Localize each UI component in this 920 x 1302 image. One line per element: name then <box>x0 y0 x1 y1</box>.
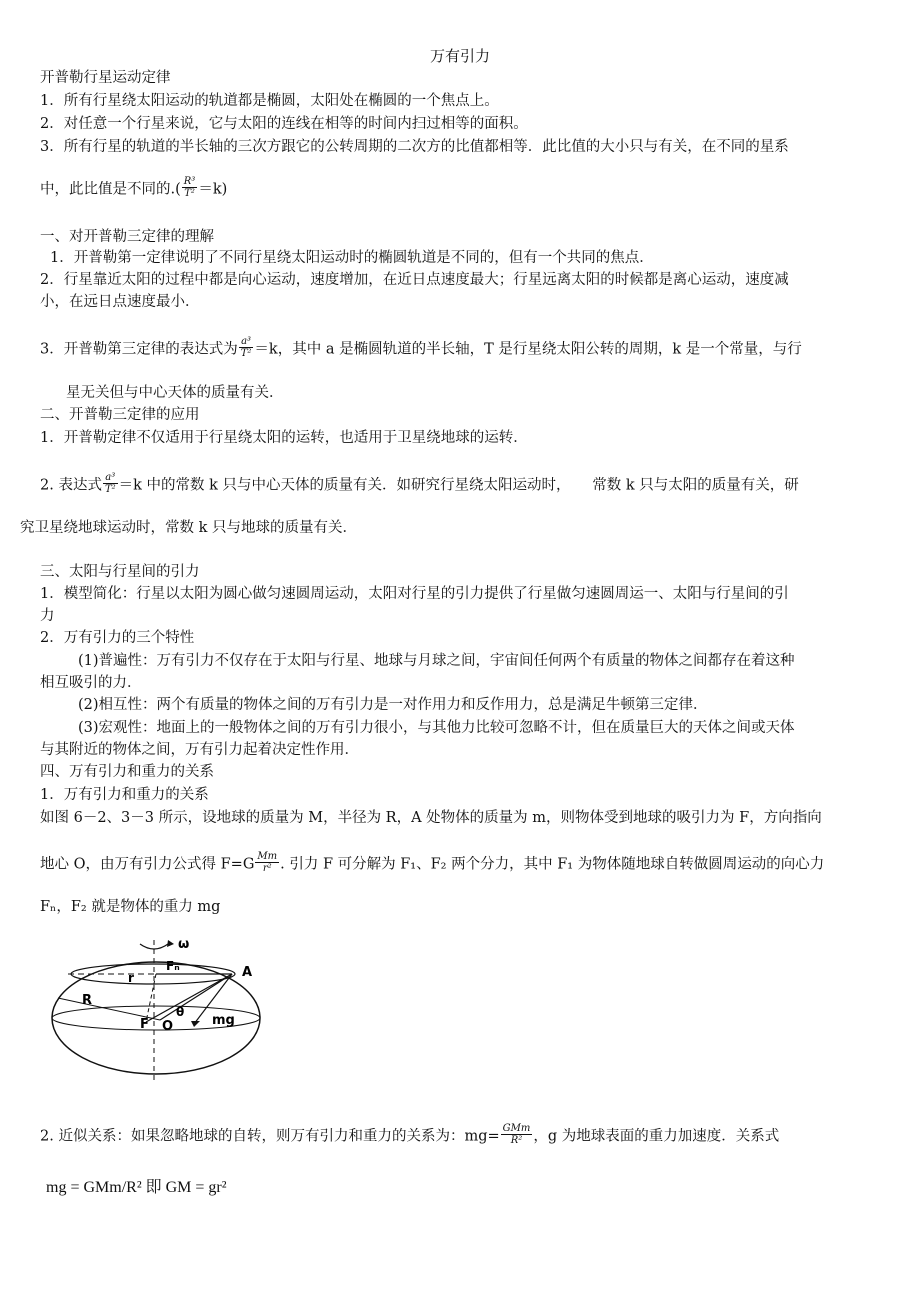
section-1-heading: 一、对开普勒三定律的理解 <box>40 229 214 245</box>
trait-universality: (1)普遍性：万有引力不仅存在于太阳与行星、地球与月球之间，宇宙间任何两个有质量的物体之间都存在着这种 <box>78 653 795 669</box>
section-3-p1: 1．模型简化：行星以太阳为圆心做匀速圆周运动，太阳对行星的引力提供了行星做匀速圆周运一、太阳与行星间的引 <box>40 586 789 602</box>
label-mg: mg <box>212 1013 235 1028</box>
trait-mutuality: (2)相互性：两个有质量的物体之间的万有引力是一对作用力和反作用力，总是满足牛顿第三定律． <box>78 697 708 713</box>
label-F: F <box>140 1017 149 1032</box>
relation-formula: mg = GMm/R² 即 GM = gr² <box>46 1179 227 1196</box>
kepler-ratio-eq: ＝k) <box>198 181 228 198</box>
kepler-law-2: 2．对任意一个行星来说，它与太阳的连线在相等的时间内扫过相等的面积。 <box>40 116 528 132</box>
section-1-p2-cont: 小，在远日点速度最小． <box>40 294 200 310</box>
page-title: 万有引力 <box>429 47 490 65</box>
section-3-p1-cont: 力 <box>40 608 55 624</box>
kepler-ratio-fraction: $\frac{\text{R³}}{\text{T²}}$ <box>183 176 196 199</box>
section-1-p2: 2．行星靠近太阳的过程中都是向心运动，速度增加，在近日点速度最大；行星远离太阳的时候都是离心运动，速度减 <box>40 272 789 288</box>
earth-force-diagram <box>48 928 270 1088</box>
gravity-fraction: $\frac{\text{GMm}}{\text{R²}}$ <box>502 1123 531 1146</box>
section-1-p3: 3．开普勒第三定律的表达式为 $\frac{\text{a³}}{\text{T²}}$ ＝k，其中 a 是椭圆轨道的半长轴，T 是行星绕太阳公转的周期，k 是一个常量，与行 <box>40 336 802 359</box>
section-4-p4: Fₙ，F₂ 就是物体的重力 mg <box>40 899 221 915</box>
kepler-law-3-cont: 中，此比值是不同的.( $\frac{\text{R³}}{\text{T²}}$ ＝k) <box>40 176 228 199</box>
approx-relation: 2. 近似关系：如果忽略地球的自转，则万有引力和重力的关系为：mg= $\frac{\text{GMm}}{\text{R²}}$ ，g 为地球表面的重力加速度．关系式 <box>40 1123 780 1146</box>
kepler-third-law-fraction: $\frac{\text{a³}}{\text{T²}}$ <box>240 336 252 359</box>
rotation-arrowhead-icon <box>167 940 174 947</box>
trait-macroscopic: (3)宏观性：地面上的一般物体之间的万有引力很小，与其他力比较可忽略不计，但在质量巨大的天体之间或天体 <box>78 720 795 736</box>
gravitation-fraction: $\frac{Mm}{\text{r²}}$ <box>257 851 278 874</box>
section-2-p2-cont: 究卫星绕地球运动时，常数 k 只与地球的质量有关． <box>20 520 358 536</box>
label-theta: θ <box>176 1005 185 1019</box>
label-fn: Fₙ <box>166 959 180 973</box>
label-a: A <box>242 965 253 980</box>
section-2-p2: 2. 表达式 $\frac{\text{a³}}{\text{T²}}$ ＝k 中的常数 k 只与中心天体的质量有关．如研究行星绕太阳运动时， 常数 k 只与太阳的质量有关，研 <box>40 472 799 495</box>
label-omega: ω <box>178 937 190 952</box>
section-3-heading: 三、太阳与行星间的引力 <box>40 564 200 580</box>
section-1-p3-cont: 星无关但与中心天体的质量有关． <box>66 385 284 401</box>
label-O: O <box>162 1019 174 1034</box>
kepler-heading: 开普勒行星运动定律 <box>40 70 171 86</box>
trait-universality-cont: 相互吸引的力． <box>40 675 142 691</box>
section-1-p1: 1．开普勒第一定律说明了不同行星绕太阳运动时的椭圆轨道是不同的，但有一个共同的焦点． <box>50 250 654 266</box>
kepler-law-1: 1．所有行星绕太阳运动的轨道都是椭圆，太阳处在椭圆的一个焦点上。 <box>40 93 499 109</box>
label-r: r <box>128 971 134 985</box>
kepler-law-3-text: 中，此比值是不同的. <box>40 181 176 198</box>
trait-macroscopic-cont: 与其附近的物体之间，万有引力起着决定性作用． <box>40 742 359 758</box>
section-4-p1: 1．万有引力和重力的关系 <box>40 787 209 803</box>
section-2-p1: 1．开普勒定律不仅适用于行星绕太阳的运转，也适用于卫星绕地球的运转． <box>40 430 528 446</box>
expression-fraction: $\frac{\text{a³}}{\text{T²}}$ <box>104 472 116 495</box>
kepler-law-3: 3．所有行星的轨道的半长轴的三次方跟它的公转周期的二次方的比值都相等．此比值的大小只与有关，在不同的星系 <box>40 139 789 155</box>
section-4-heading: 四、万有引力和重力的关系 <box>40 764 214 780</box>
section-4-p3: 地心 O，由万有引力公式得 F=G $\frac{Mm}{\text{r²}}$ . 引力 F 可分解为 F₁、F₂ 两个分力，其中 F₁ 为物体随地球自转做圆周运动的向心力 <box>40 851 825 874</box>
section-2-heading: 二、开普勒三定律的应用 <box>40 407 200 423</box>
label-R: R <box>82 993 93 1008</box>
section-3-p2: 2．万有引力的三个特性 <box>40 630 195 646</box>
section-4-p2: 如图 6－2、3－3 所示，设地球的质量为 M，半径为 R，A 处物体的质量为 m，则物体受到地球的吸引力为 F，方向指向 <box>40 810 822 826</box>
mg-arrowhead-icon <box>191 1021 200 1027</box>
